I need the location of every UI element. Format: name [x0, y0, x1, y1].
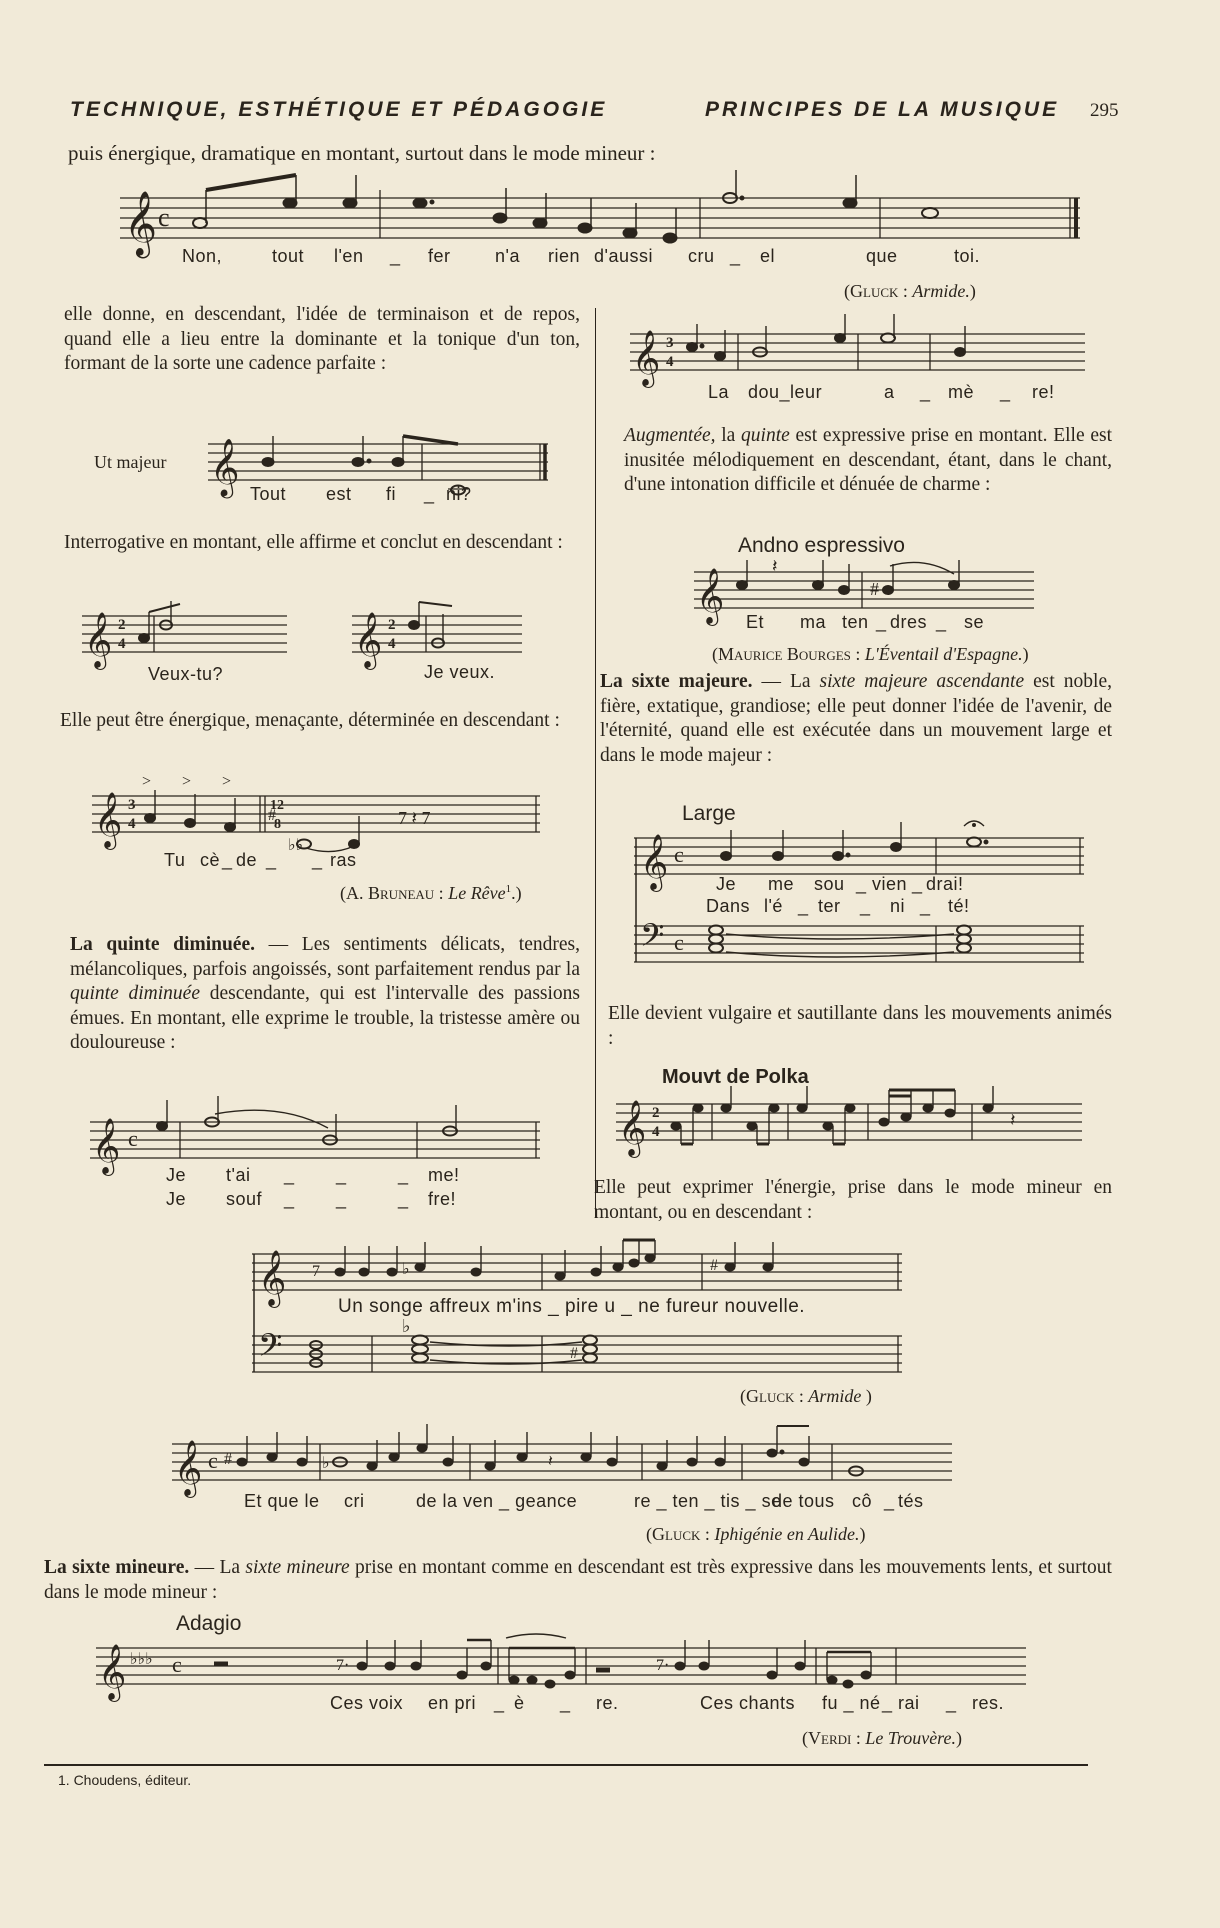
- paragraph-energique: Elle peut être énergique, menaçante, déterminée en descendant :: [60, 710, 560, 731]
- score-example-douleur: [630, 324, 1085, 384]
- lyric-syllable: è: [514, 1693, 525, 1713]
- lyric-syllable: rien: [548, 246, 581, 266]
- common-time-icon: c: [128, 1126, 138, 1151]
- lyric-syllable: _: [920, 382, 931, 402]
- paragraph-sixte-majeure: [600, 670, 1112, 768]
- lyric-syllable: Ces chants: [700, 1693, 796, 1713]
- lyric-syllable: que: [866, 246, 898, 266]
- example-key-label: Ut majeur: [94, 452, 167, 472]
- lyric-syllable: _: [912, 874, 923, 894]
- tempo-marking: Mouvt de Polka: [662, 1066, 809, 1088]
- lyric-syllable: _: [336, 1189, 347, 1209]
- lyric-syllable: _: [222, 850, 233, 870]
- lyric-syllable: t'ai: [226, 1165, 251, 1185]
- time-signature: 3: [666, 335, 674, 351]
- lyric-syllable: Je: [166, 1189, 187, 1209]
- treble-clef-icon: 𝄞: [84, 614, 113, 667]
- text-run: est noble, fière, extatique, grandiose; elle peut donner l'idée de l'avenir, de l'éternité, quand elle est exécutée dans un mouvement large et dans le mode majeur :: [600, 671, 1112, 766]
- svg-text:>: >: [222, 773, 232, 790]
- lyric-syllable: cô: [852, 1491, 873, 1511]
- lyric-syllable: Ces voix: [330, 1693, 404, 1713]
- svg-text:>: >: [182, 773, 192, 790]
- work-title: Armide: [808, 1386, 862, 1406]
- source-citation: (Verdi : Le Trouvère.): [802, 1728, 963, 1748]
- lyric-syllable: Je: [166, 1165, 187, 1185]
- lyric-syllable: dou_leur: [748, 382, 823, 402]
- lyric-syllable: Tu: [164, 850, 186, 870]
- lyric-syllable: té!: [948, 896, 970, 916]
- lyric-syllable: ras: [330, 850, 357, 870]
- time-signature: 2: [388, 617, 396, 633]
- lyric-syllable: _: [390, 246, 401, 266]
- text-run: descendante, qui est l'intervalle des passions émues. En montant, elle exprime le trouble, la tristesse amère ou douloureuse :: [70, 983, 580, 1053]
- svg-text:♭: ♭: [402, 1316, 411, 1336]
- lyric-syllable: en pri: [428, 1693, 477, 1713]
- time-signature: 2: [118, 617, 126, 633]
- treble-clef-icon: 𝄞: [124, 193, 158, 255]
- source-citation: (A. Bruneau : Le Rêve$^1$.): [340, 883, 522, 903]
- svg-text:12: 12: [270, 798, 284, 813]
- work-title: Iphigénie en Aulide.: [714, 1524, 860, 1544]
- composer: Verdi: [808, 1728, 852, 1748]
- svg-text:♭♭: ♭♭: [288, 837, 304, 854]
- composer: Maurice Bourges: [718, 644, 851, 664]
- svg-text:𝄽: 𝄽: [772, 556, 778, 576]
- footnote-rule: [44, 1764, 1088, 1766]
- score-example-je-veux: [352, 606, 522, 666]
- svg-text:𝄽: 𝄽: [1010, 1110, 1016, 1130]
- svg-text:#: #: [224, 1451, 232, 1468]
- example-lyric: Je veux.: [424, 662, 496, 682]
- time-signature-lower: 4: [652, 1124, 660, 1140]
- lyric-syllable: ten: [842, 612, 869, 632]
- lyric-syllable: tout: [272, 246, 305, 266]
- paragraph-energie: Elle peut exprimer l'énergie, prise dans le mode mineur en montant, ou en descendant :: [594, 1177, 1112, 1223]
- example-lyric: Veux-tu?: [148, 664, 224, 684]
- key-signature: ♭♭♭: [130, 1651, 153, 1668]
- work-title: Le Trouvère.: [865, 1728, 957, 1748]
- lyric-syllable: _: [312, 850, 323, 870]
- score-example-je-taime: [90, 1110, 540, 1180]
- lyric-syllable: cru: [688, 246, 715, 266]
- score-example-large: [634, 826, 1084, 1006]
- lyric-syllable: fi: [386, 484, 396, 504]
- svg-text:#: #: [268, 807, 276, 824]
- time-signature-lower: 4: [388, 636, 396, 652]
- treble-clef-icon: 𝄞: [92, 1120, 121, 1173]
- source-citation: (Gluck : Iphigénie en Aulide.): [646, 1524, 866, 1544]
- lyric-syllable: sou: [814, 874, 845, 894]
- emphasis: Augmentée,: [624, 425, 716, 446]
- emphasis: sixte mineure: [245, 1557, 350, 1578]
- paragraph-sixte-mineure: [44, 1556, 1112, 1605]
- paragraph-cadence: elle donne, en descendant, l'idée de terminaison et de repos, quand elle a lieu entre la dominante et la tonique d'un ton, formant de la sorte une cadence parfaite :: [64, 304, 580, 374]
- emphasis: quinte: [741, 425, 790, 446]
- composer: Gluck: [746, 1386, 795, 1406]
- time-signature-lower: 4: [118, 636, 126, 652]
- lyric-syllable: _: [856, 874, 867, 894]
- lyric-syllable: ma: [800, 612, 827, 632]
- paragraph-augmentee: [624, 424, 1112, 498]
- example-lyric-line: Un songe affreux m'ins _ pire u _ ne fureur nouvelle.: [338, 1296, 806, 1317]
- svg-text:#: #: [570, 1345, 578, 1362]
- section-title: La sixte mineure.: [44, 1557, 190, 1578]
- lyric-syllable: cri: [344, 1491, 365, 1511]
- staff-lines: [120, 198, 1080, 238]
- source-citation: (Gluck : Armide ): [740, 1386, 872, 1406]
- svg-text:>: >: [142, 773, 152, 790]
- treble-clef-icon: 𝄞: [258, 1252, 287, 1305]
- lyric-syllable: fer: [428, 246, 451, 266]
- text-run: — La: [752, 671, 820, 692]
- common-time-icon: c: [208, 1448, 218, 1473]
- time-signature-lower: 4: [128, 816, 136, 832]
- lyric-syllable: _: [936, 612, 947, 632]
- svg-text:7: 7: [312, 1263, 320, 1280]
- score-example-vengeance: [172, 1434, 952, 1494]
- composer: A. Bruneau: [346, 883, 435, 903]
- composer: Gluck: [652, 1524, 701, 1544]
- common-time-icon: c: [674, 930, 684, 955]
- emphasis: sixte majeure ascendante: [819, 671, 1025, 692]
- lyric-syllable: de tous: [772, 1491, 835, 1511]
- lyric-syllable: _: [882, 1693, 893, 1713]
- composer: Gluck: [850, 281, 899, 301]
- svg-text:7·: 7·: [656, 1657, 670, 1674]
- lyric-syllable: _: [1000, 382, 1011, 402]
- treble-clef-icon: 𝄞: [632, 332, 661, 385]
- text-run: — La: [189, 1557, 246, 1578]
- treble-clef-icon: 𝄞: [98, 1646, 127, 1699]
- lyric-syllable: _: [336, 1165, 347, 1185]
- time-signature: 3: [128, 797, 136, 813]
- work-title: Le Rêve: [448, 883, 506, 903]
- lyric-syllable: dres: [890, 612, 928, 632]
- lyric-syllable: _: [920, 896, 931, 916]
- lyric-syllable: _: [730, 246, 741, 266]
- lyric-syllable: me!: [428, 1165, 460, 1185]
- lyric-syllable: n'a: [495, 246, 520, 266]
- lyric-syllable: l'é: [764, 896, 783, 916]
- section-title: La quinte diminuée.: [70, 934, 255, 955]
- lyric-syllable: me: [768, 874, 795, 894]
- score-example-adagio: [96, 1638, 1026, 1698]
- text-run: — Les sentiments délicats, tendres, mélancoliques, parfois angoissés, sont parfaitement rendus par la: [70, 934, 580, 980]
- running-header-right: PRINCIPES DE LA MUSIQUE: [705, 98, 1060, 121]
- lyric-syllable: a: [884, 382, 895, 402]
- lyric-syllable: l'en: [334, 246, 364, 266]
- section-title: La sixte majeure.: [600, 671, 753, 692]
- source-citation: (Gluck : Armide.): [844, 281, 976, 301]
- lyric-syllable: drai!: [926, 874, 964, 894]
- lyric-syllable: Non,: [182, 246, 223, 266]
- svg-text:𝄽: 𝄽: [548, 1453, 553, 1470]
- lyric-syllable: La: [708, 382, 730, 402]
- lyric-syllable: _: [494, 1693, 505, 1713]
- running-header-left: TECHNIQUE, ESTHÉTIQUE ET PÉDAGOGIE: [70, 98, 608, 121]
- lyric-syllable: _: [560, 1693, 571, 1713]
- treble-clef-icon: 𝄞: [210, 439, 240, 495]
- lyric-syllable: Et: [746, 612, 765, 632]
- svg-text:#: #: [710, 1257, 718, 1274]
- lyric-syllable: rai: [898, 1693, 920, 1713]
- svg-text:♭: ♭: [322, 1455, 330, 1472]
- lyric-syllable: est: [326, 484, 352, 504]
- lyric-syllable: res.: [972, 1693, 1005, 1713]
- column-divider: [595, 308, 596, 1218]
- lyric-syllable: cè: [200, 850, 221, 870]
- lyric-syllable: se: [964, 612, 985, 632]
- bass-clef-icon: 𝄢: [640, 919, 665, 961]
- tempo-marking: Large: [682, 802, 736, 825]
- lyric-syllable: _: [284, 1189, 295, 1209]
- score-example-veux-tu: [82, 606, 287, 666]
- score-example-tu-cederas: [92, 773, 540, 854]
- time-signature-lower: 4: [666, 354, 674, 370]
- svg-text:♭: ♭: [402, 1261, 410, 1278]
- work-title: Armide.: [912, 281, 970, 301]
- lyric-syllable: re!: [1032, 382, 1055, 402]
- lyric-syllable: tés: [898, 1491, 924, 1511]
- lyric-syllable: re.: [596, 1693, 619, 1713]
- treble-clef-icon: 𝄞: [618, 1102, 647, 1155]
- lyric-syllable: de la ven _ geance: [416, 1491, 578, 1511]
- text-run: la: [715, 425, 742, 446]
- common-time-icon: c: [172, 1652, 182, 1677]
- lyric-syllable: ni?: [446, 484, 472, 504]
- lyric-syllable: _: [424, 484, 435, 504]
- lyric-syllable: ni: [890, 896, 906, 916]
- lyric-syllable: el: [760, 246, 776, 266]
- svg-text:8: 8: [274, 817, 281, 832]
- footnote-marker: 1: [505, 883, 512, 895]
- svg-text:7 𝄽 7: 7 𝄽 7: [398, 808, 431, 828]
- lyric-syllable: _: [398, 1165, 409, 1185]
- paragraph-quinte-diminuee: [70, 933, 580, 1056]
- paragraph-vulgaire: Elle devient vulgaire et sautillante dans les mouvements animés :: [608, 1003, 1112, 1049]
- lyric-syllable: _: [946, 1693, 957, 1713]
- emphasis: quinte diminuée: [70, 983, 200, 1004]
- notes: [193, 170, 1076, 243]
- treble-clef-icon: 𝄞: [94, 794, 123, 847]
- page-number: 295: [1090, 100, 1119, 121]
- lyric-syllable: _: [398, 1189, 409, 1209]
- text-run: prise en montant comme en descendant est très expressive dans les mouvements lents, et surtout dans le mode mineur :: [44, 1557, 1112, 1603]
- svg-text:#: #: [870, 579, 879, 599]
- lyric-syllable: _: [266, 850, 277, 870]
- lyric-syllable: Et que le: [244, 1491, 320, 1511]
- lyric-syllable: ter: [818, 896, 841, 916]
- time-signature: 2: [652, 1105, 660, 1121]
- lyric-syllable: d'aussi: [594, 246, 653, 266]
- score-example-polka: [616, 1094, 1082, 1154]
- lyric-syllable: de: [236, 850, 258, 870]
- treble-clef-icon: 𝄞: [174, 1442, 203, 1495]
- svg-text:7·: 7·: [336, 1657, 350, 1674]
- lyric-syllable: Tout: [250, 484, 287, 504]
- lyric-syllable: Je: [716, 874, 737, 894]
- lyric-syllable: re _ ten _ tis _ se: [634, 1491, 782, 1511]
- tempo-marking: Andno espressivo: [738, 534, 905, 557]
- paragraph-interrogative: Interrogative en montant, elle affirme et conclut en descendant :: [64, 532, 563, 553]
- lyric-syllable: _: [884, 1491, 895, 1511]
- treble-clef-icon: 𝄞: [696, 570, 725, 623]
- tempo-marking: Adagio: [176, 1612, 242, 1635]
- bass-clef-icon: 𝄢: [258, 1329, 283, 1371]
- footnote: 1. Choudens, éditeur.: [58, 1772, 192, 1788]
- lyric-syllable: _: [860, 896, 871, 916]
- lyric-syllable: souf: [226, 1189, 263, 1209]
- lyric-syllable: mè: [948, 382, 975, 402]
- lyric-syllable: vien: [872, 874, 908, 894]
- source-citation: (Maurice Bourges : L'Éventail d'Espagne.): [712, 644, 1029, 664]
- work-title: L'Éventail d'Espagne.: [864, 644, 1023, 664]
- lyric-syllable: _: [798, 896, 809, 916]
- lyric-syllable: fu _ né: [822, 1693, 881, 1713]
- treble-clef-icon: 𝄞: [640, 836, 669, 889]
- lyric-syllable: Dans: [706, 896, 751, 916]
- treble-clef-icon: 𝄞: [354, 614, 383, 667]
- lyric-syllable: fre!: [428, 1189, 457, 1209]
- intro-line: puis énergique, dramatique en montant, surtout dans le mode mineur :: [68, 141, 656, 165]
- lyric-syllable: _: [284, 1165, 295, 1185]
- lyric-syllable: _: [876, 612, 887, 632]
- text-run: est expressive prise en montant. Elle est inusitée mélodiquement en descendant, étant, dans le chant, d'une intonation difficile et dénuée de charme :: [624, 425, 1112, 495]
- lyric-syllable: toi.: [954, 246, 981, 266]
- common-time-icon: c: [158, 203, 170, 232]
- common-time-icon: c: [674, 842, 684, 867]
